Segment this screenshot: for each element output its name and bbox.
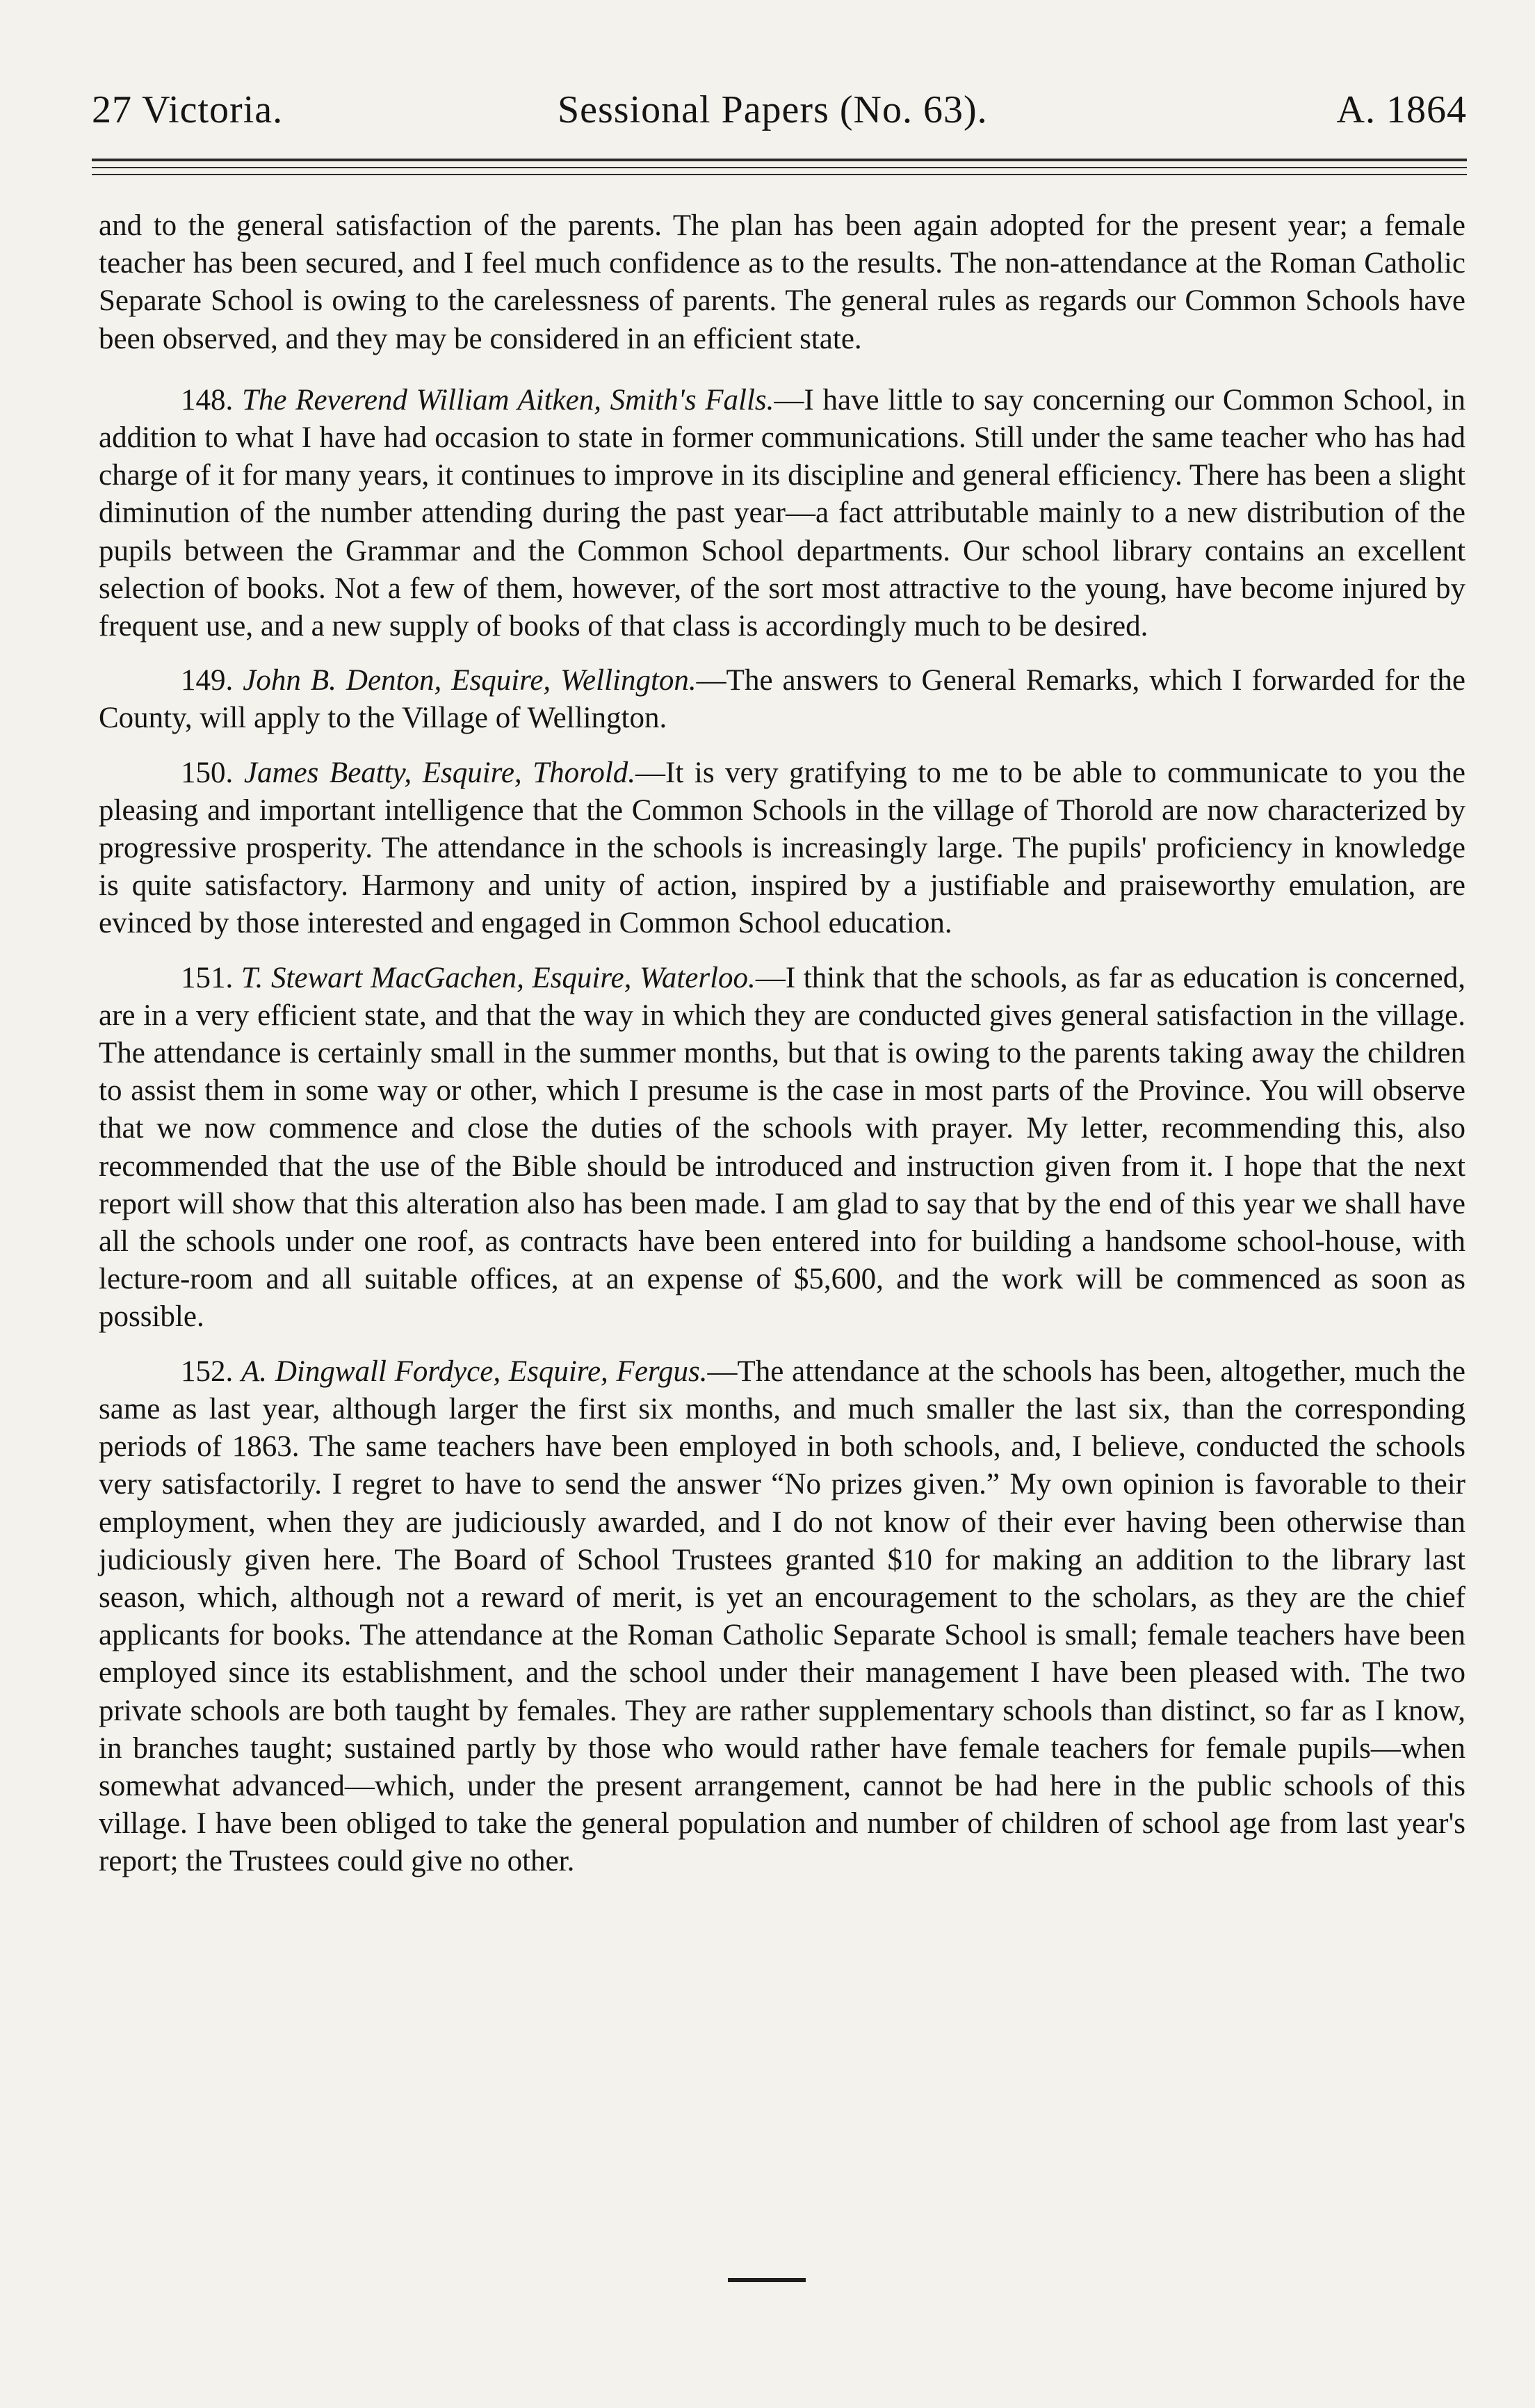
entry-148 <box>99 382 1465 645</box>
entry-text: —I think that the schools, as far as education is concerned, are in a very efficient state, and that the way in which they are conducted gives general satisfaction in the village. The attendance is certainly small in the summer months, but that is owing to the parents taking away the children to assist them in some way or other, which I presume is the case in most parts of the Province. You will observe that we now commence and close the duties of the schools with prayer. My letter, recommending this, also recommended that the use of the Bible should be introduced and instruction given from it. I hope that the next report will show that this alteration also has been made. I am glad to say that by the end of this year we shall have all the schools under one roof, as contracts have been entered into for building a handsome school-house, with lecture-room and all suitable offices, at an expense of $5,600, and the work will be commenced as soon as possible. <box>99 961 1465 1334</box>
entry-149 <box>99 662 1465 737</box>
header-rule-middle <box>92 167 1467 168</box>
entry-number: 148. <box>181 383 234 417</box>
entry-number: 151. <box>181 961 234 994</box>
entry-151 <box>99 960 1465 1336</box>
entry-152 <box>99 1353 1465 1881</box>
end-of-section-rule <box>728 2278 806 2282</box>
header-title: Sessional Papers (No. 63). <box>558 88 988 131</box>
entry-author: John B. Denton, Esquire, Wellington. <box>243 664 697 697</box>
entry-number: 152. <box>181 1355 234 1388</box>
entry-number: 150. <box>181 756 234 789</box>
entry-text: —I have little to say concerning our Common School, in addition to what I have had occasion to state in former communications. Still under the same teacher who has had charge of it for many years, it continues to improve in its discipline and general efficiency. There has been a slight diminution of the number attending during the past year—a fact attributable mainly to a new distribution of the pupils between the Grammar and the Common School departments. Our school library contains an excellent selection of books. Not a few of them, however, of the sort most attractive to the young, have become injured by frequent use, and a new supply of books of that class is accordingly much to be desired. <box>99 383 1466 643</box>
header-rule-bottom <box>92 174 1467 175</box>
entry-author: A. Dingwall Fordyce, Esquire, Fergus. <box>241 1355 708 1388</box>
header-regnal-year: 27 Victoria. <box>92 88 284 131</box>
header-rule-top <box>92 159 1467 161</box>
entry-text: —It is very gratifying to me to be able to communicate to you the pleasing and important intelligence that the Common Schools in the village of Thorold are now characterized by progressive prosperity. The attendance in the schools is increasingly large. The pupils' proficiency in knowledge is quite satisfactory. Harmony and unity of action, inspired by a justifiable and praiseworthy emulation, are evinced by those interested and engaged in Common School education. <box>99 756 1465 940</box>
entry-150 <box>99 754 1465 943</box>
entry-number: 149. <box>181 664 234 697</box>
entry-text: —The attendance at the schools has been, altogether, much the same as last year, although larger the first six months, and much smaller the last six, than the corresponding periods of 1863. The same teachers have been employed in both schools, and, I believe, conducted the schools very satisfactorily. I regret to have to send the answer “No prizes given.” My own opinion is favorable to their employment, when they are judiciously awarded, and I do not know of their ever having been otherwise than judiciously given here. The Board of School Trustees granted $10 for making an addition to the library last season, which, although not a reward of merit, is yet an encouragement to the scholars, as they are the chief applicants for books. The attendance at the Roman Catholic Separate School is small; female teachers have been employed since its establishment, and the school under their management I have been pleased with. The two private schools are both taught by females. They are rather supplementary schools than distinct, so far as I know, in branches taught; sustained partly by those who would rather have female teachers for female pupils—when somewhat advanced—which, under the present arrangement, cannot be had here in the public schools of this village. I have been obliged to take the general population and number of children of school age from last year's report; the Trustees could give no other. <box>99 1355 1465 1878</box>
intro-paragraph: and to the general satisfaction of the parents. The plan has been again adopted for the present year; a female teacher has been secured, and I feel much confidence as to the results. The non-attendance at the Roman Catholic Separate School is owing to the carelessness of parents. The general rules as regards our Common Schools have been observed, and they may be considered in an efficient state. <box>99 209 1465 355</box>
entry-author: T. Stewart MacGachen, Esquire, Waterloo. <box>241 961 756 994</box>
entry-author: The Reverend William Aitken, Smith's Falls. <box>241 383 774 417</box>
page-header <box>92 82 1467 138</box>
entry-author: James Beatty, Esquire, Thorold. <box>243 756 636 789</box>
header-year: A. 1864 <box>1336 88 1467 131</box>
document-body <box>99 207 1465 1898</box>
entry-text: —The answers to General Remarks, which I forwarded for the County, will apply to the Village of Wellington. <box>99 664 1466 735</box>
